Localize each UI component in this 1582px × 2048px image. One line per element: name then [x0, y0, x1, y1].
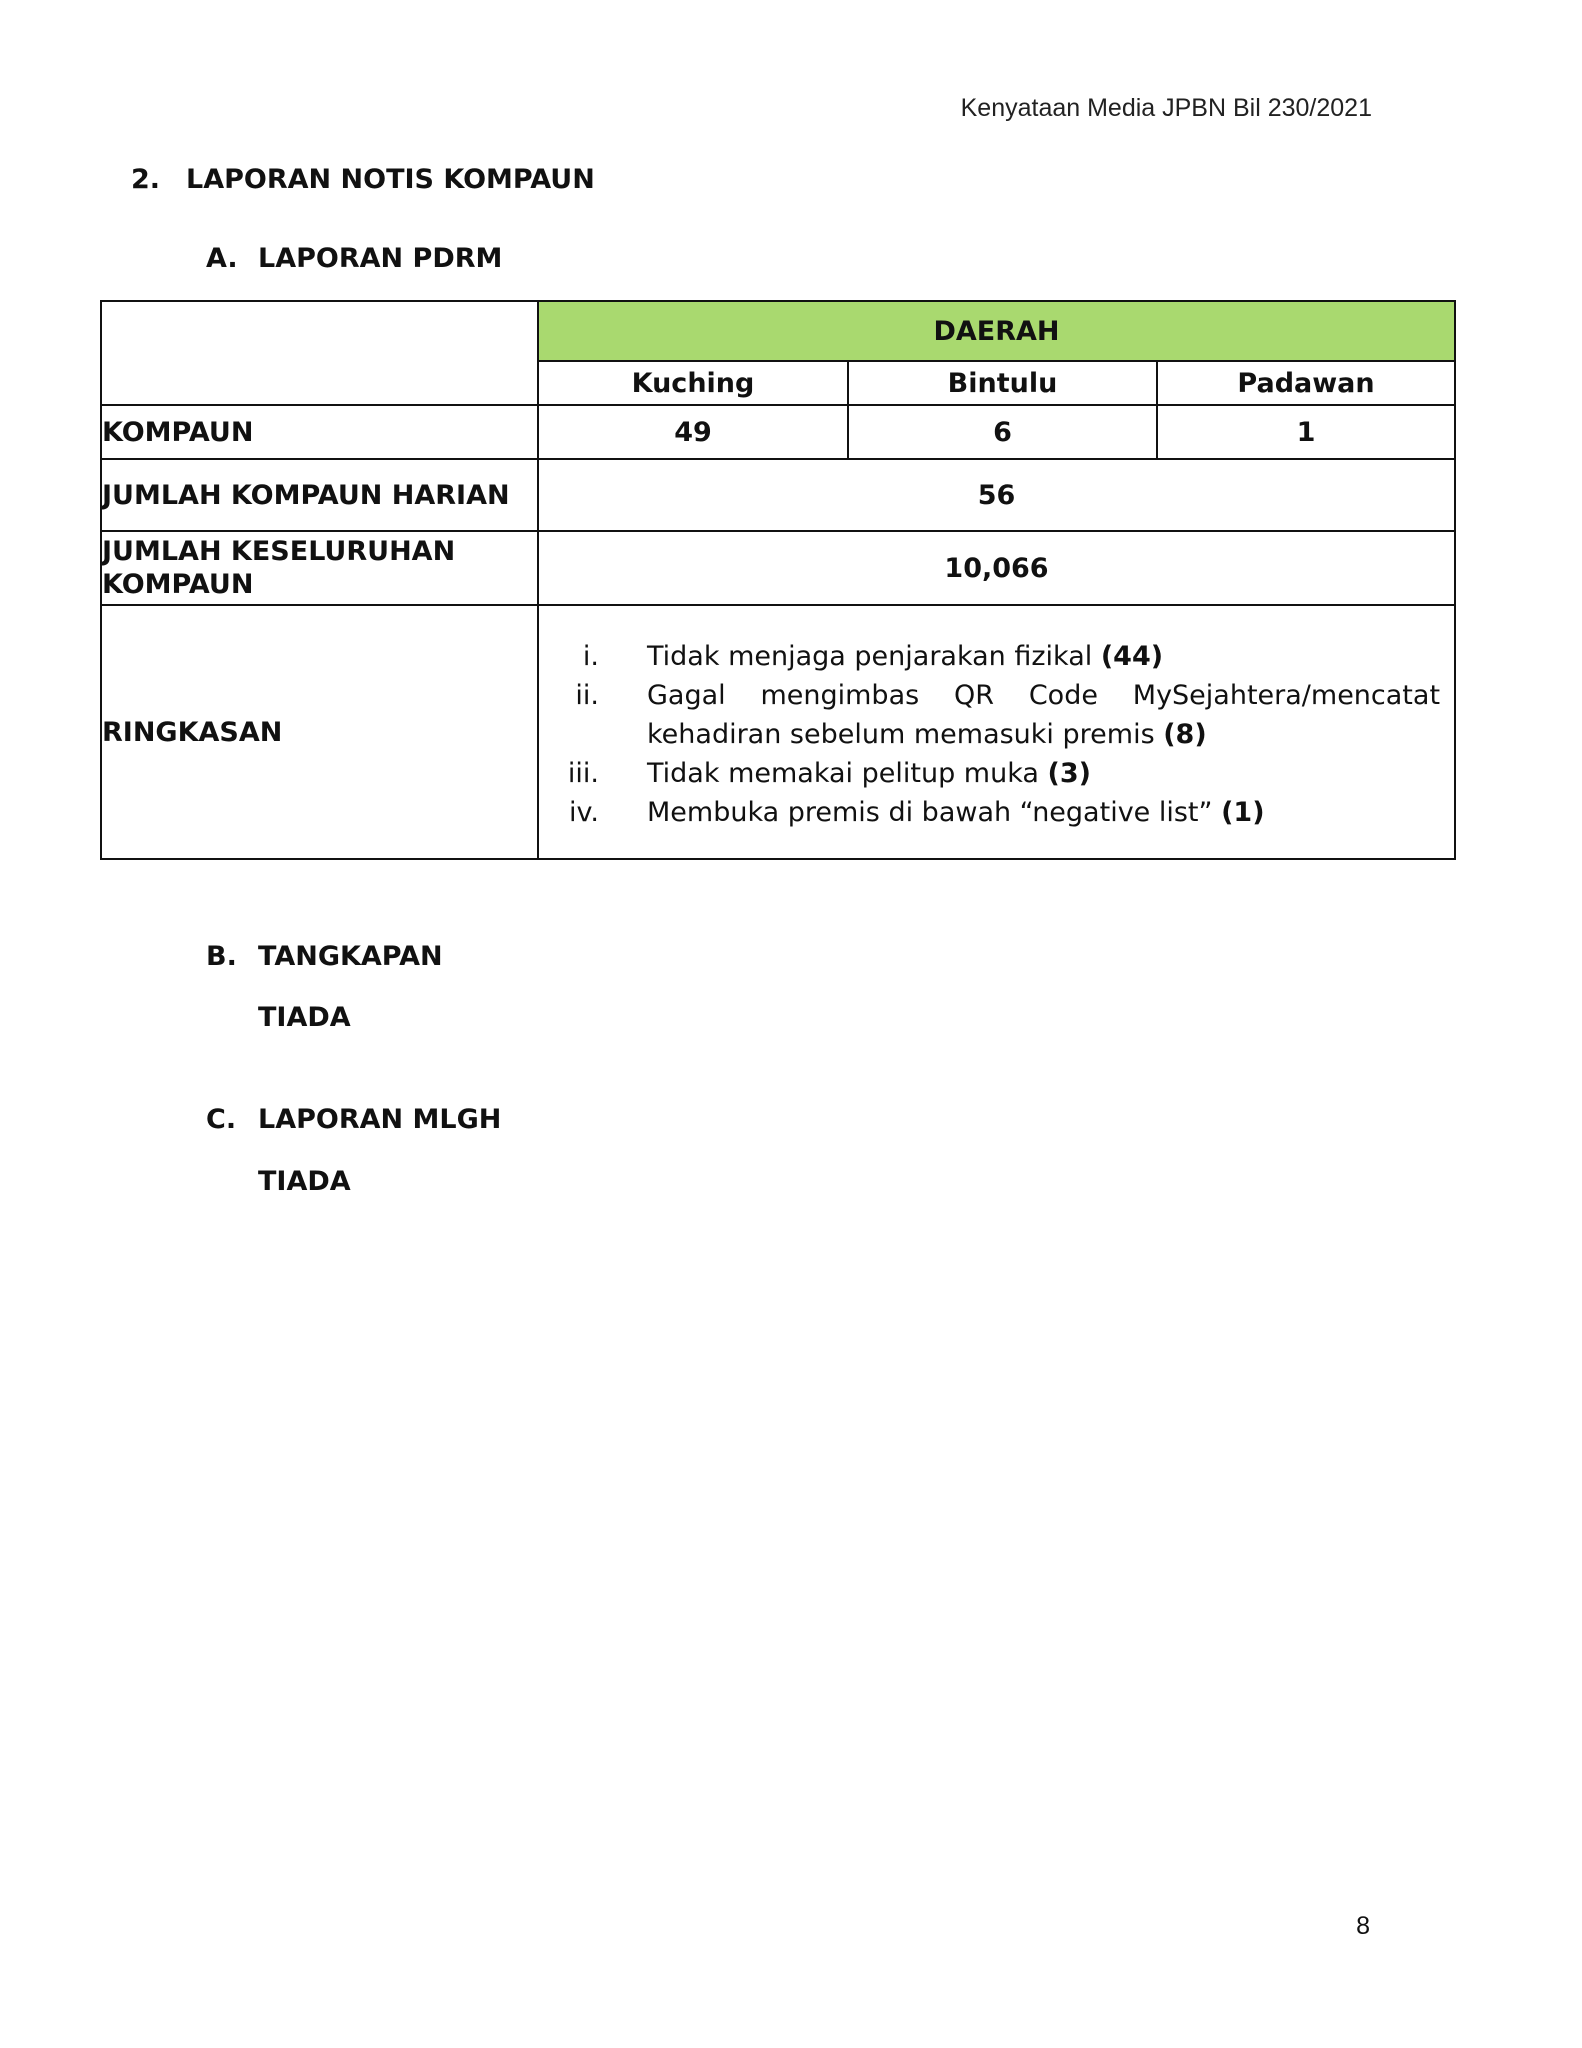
- daerah-header: DAERAH: [538, 301, 1455, 361]
- list-item-number: iv.: [569, 796, 599, 828]
- jumlah-keseluruhan-value: 10,066: [538, 531, 1455, 605]
- district-bintulu: Bintulu: [848, 361, 1157, 405]
- subsection-a-letter: A.: [206, 243, 238, 274]
- ringkasan-cell: [538, 605, 1455, 859]
- subsection-c-letter: C.: [206, 1104, 237, 1135]
- list-item-number: iii.: [567, 757, 599, 789]
- list-item-text: Membuka premis di bawah “negative list” (1): [647, 796, 1265, 828]
- jumlah-harian-label: JUMLAH KOMPAUN HARIAN: [101, 459, 538, 531]
- section-number: 2.: [131, 164, 161, 195]
- kompaun-kuching: 49: [538, 405, 848, 459]
- kompaun-padawan: 1: [1157, 405, 1455, 459]
- list-item: [539, 637, 1440, 676]
- kompaun-label: KOMPAUN: [101, 405, 538, 459]
- subsection-b-letter: B.: [206, 941, 237, 972]
- district-padawan: Padawan: [1157, 361, 1455, 405]
- page-number: 8: [1356, 1912, 1370, 1940]
- ringkasan-list: [539, 613, 1454, 852]
- document-reference: Kenyataan Media JPBN Bil 230/2021: [960, 94, 1372, 122]
- section-title: LAPORAN NOTIS KOMPAUN: [186, 164, 595, 195]
- list-item-text: Gagal mengimbas QR Code MySejahtera/mencatat kehadiran sebelum memasuki premis (8): [647, 679, 1441, 750]
- table-corner-cell: [101, 301, 538, 405]
- subsection-b-title: TANGKAPAN: [258, 941, 443, 972]
- district-kuching: Kuching: [538, 361, 848, 405]
- list-item: [539, 754, 1440, 793]
- list-item: [539, 676, 1440, 754]
- subsection-b-body: TIADA: [258, 1002, 351, 1033]
- list-item: [539, 793, 1440, 832]
- jumlah-keseluruhan-label-line2: KOMPAUN: [102, 569, 254, 600]
- kompaun-bintulu: 6: [848, 405, 1157, 459]
- jumlah-harian-value: 56: [538, 459, 1455, 531]
- jumlah-keseluruhan-label-line1: JUMLAH KESELURUHAN: [102, 536, 456, 567]
- subsection-a-title: LAPORAN PDRM: [258, 243, 503, 274]
- list-item-number: i.: [582, 640, 599, 672]
- list-item-text: Tidak menjaga penjarakan fizikal (44): [647, 640, 1164, 672]
- jumlah-keseluruhan-label: [101, 531, 538, 605]
- ringkasan-label: RINGKASAN: [101, 605, 538, 859]
- list-item-number: ii.: [575, 679, 599, 711]
- pdrm-report-table: [100, 300, 1456, 860]
- subsection-c-title: LAPORAN MLGH: [258, 1104, 502, 1135]
- subsection-c-body: TIADA: [258, 1166, 351, 1197]
- list-item-text: Tidak memakai pelitup muka (3): [647, 757, 1091, 789]
